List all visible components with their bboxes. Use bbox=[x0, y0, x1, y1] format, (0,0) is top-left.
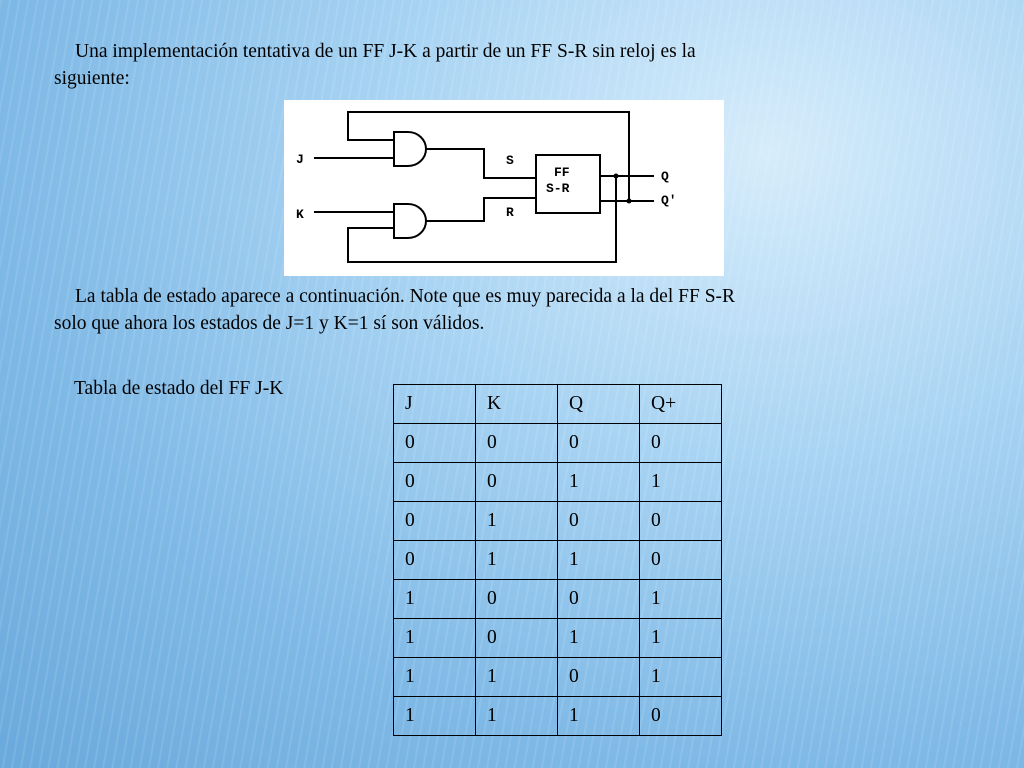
feedback-wire-top bbox=[348, 112, 629, 201]
table-cell: 1 bbox=[476, 658, 558, 697]
and-gate-bottom bbox=[394, 204, 426, 238]
table-cell: 1 bbox=[558, 619, 640, 658]
table-row bbox=[394, 619, 722, 658]
table-cell: 1 bbox=[476, 697, 558, 736]
table-cell: 1 bbox=[394, 580, 476, 619]
header-cell: Q bbox=[558, 385, 640, 424]
table-cell: 0 bbox=[476, 619, 558, 658]
table-cell: 0 bbox=[640, 502, 722, 541]
table-cell: 1 bbox=[476, 541, 558, 580]
table-cell: 0 bbox=[394, 502, 476, 541]
table-row bbox=[394, 658, 722, 697]
table-cell: 0 bbox=[640, 697, 722, 736]
jk-flipflop-diagram bbox=[284, 100, 724, 276]
table-cell: 1 bbox=[476, 502, 558, 541]
junction-q bbox=[614, 174, 619, 179]
r-wire bbox=[426, 198, 536, 221]
table-cell: 1 bbox=[394, 619, 476, 658]
state-table bbox=[393, 384, 722, 736]
table-cell: 1 bbox=[640, 580, 722, 619]
block-label-ff: FF bbox=[554, 165, 570, 180]
label-q: Q bbox=[661, 169, 669, 184]
table-cell: 0 bbox=[558, 658, 640, 697]
table-cell: 0 bbox=[476, 424, 558, 463]
feedback-wire-bottom bbox=[348, 176, 616, 262]
label-s: S bbox=[506, 153, 514, 168]
table-cell: 0 bbox=[394, 424, 476, 463]
table-header-row bbox=[394, 385, 722, 424]
table-cell: 0 bbox=[558, 502, 640, 541]
header-cell: K bbox=[476, 385, 558, 424]
table-cell: 0 bbox=[476, 463, 558, 502]
label-j: J bbox=[296, 152, 304, 167]
table-cell: 1 bbox=[394, 697, 476, 736]
table-cell: 0 bbox=[640, 424, 722, 463]
table-cell: 0 bbox=[640, 541, 722, 580]
table-cell: 1 bbox=[640, 658, 722, 697]
table-row bbox=[394, 541, 722, 580]
note-line-2: solo que ahora los estados de J=1 y K=1 sí son válidos. bbox=[54, 313, 485, 334]
intro-line-1: Una implementación tentativa de un FF J-K a partir de un FF S-R sin reloj es la bbox=[75, 41, 696, 62]
table-cell: 1 bbox=[640, 619, 722, 658]
circuit-svg bbox=[284, 100, 724, 276]
table-cell: 0 bbox=[558, 424, 640, 463]
table-cell: 1 bbox=[558, 697, 640, 736]
table-row bbox=[394, 502, 722, 541]
and-gate-top bbox=[394, 132, 426, 166]
table-cell: 0 bbox=[558, 580, 640, 619]
table-row bbox=[394, 463, 722, 502]
junction-qn bbox=[627, 199, 632, 204]
table-caption: Tabla de estado del FF J-K bbox=[74, 378, 284, 399]
note-line-1: La tabla de estado aparece a continuación. Note que es muy parecida a la del FF S-R bbox=[75, 286, 736, 307]
table-row bbox=[394, 580, 722, 619]
table-cell: 1 bbox=[394, 658, 476, 697]
table-cell: 0 bbox=[394, 463, 476, 502]
intro-line-2: siguiente: bbox=[54, 68, 130, 89]
table-row bbox=[394, 424, 722, 463]
table-row bbox=[394, 697, 722, 736]
table-cell: 1 bbox=[558, 463, 640, 502]
s-wire bbox=[426, 149, 536, 178]
label-r: R bbox=[506, 205, 514, 220]
note-paragraph bbox=[54, 283, 954, 337]
header-cell: Q+ bbox=[640, 385, 722, 424]
header-cell: J bbox=[394, 385, 476, 424]
table-cell: 0 bbox=[476, 580, 558, 619]
table-cell: 1 bbox=[640, 463, 722, 502]
table-cell: 1 bbox=[558, 541, 640, 580]
table-cell: 0 bbox=[394, 541, 476, 580]
intro-paragraph bbox=[54, 38, 954, 92]
label-k: K bbox=[296, 207, 304, 222]
block-label-sr: S-R bbox=[546, 181, 570, 196]
label-q-prime: Q' bbox=[661, 193, 677, 208]
